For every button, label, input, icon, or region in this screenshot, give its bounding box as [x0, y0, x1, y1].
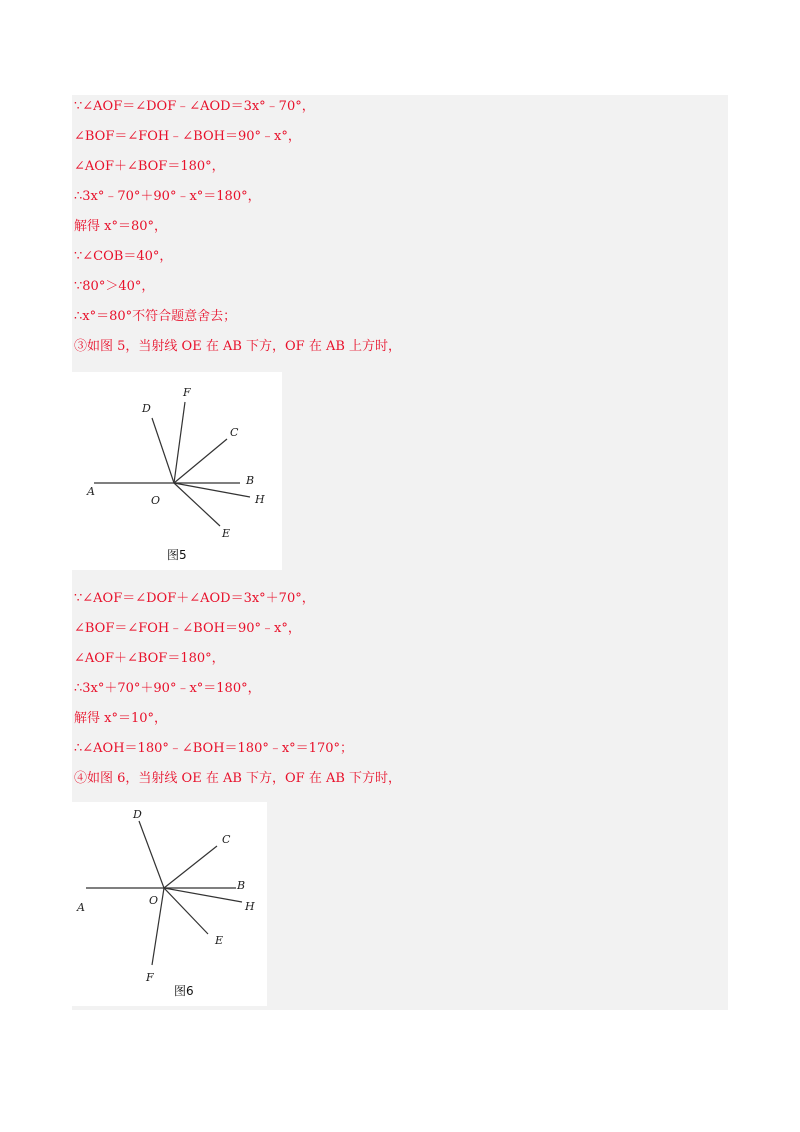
math-line: 解得 x°＝80°， — [74, 219, 168, 234]
label-D: D — [142, 402, 151, 415]
ray-OD — [139, 821, 164, 888]
ray-OC — [174, 439, 227, 483]
math-line: ∵∠AOF＝∠DOF＋∠AOD＝3x°＋70°， — [74, 591, 315, 606]
label-F: F — [146, 971, 154, 984]
math-line: ∴3x°＋70°＋90°﹣x°＝180°， — [74, 681, 261, 696]
label-F: F — [183, 386, 191, 399]
figure-6-caption: 图6 — [174, 984, 194, 998]
math-line: ∠BOF＝∠FOH﹣∠BOH＝90°﹣x°， — [74, 621, 301, 636]
label-O: O — [149, 894, 159, 907]
label-A: A — [77, 901, 85, 914]
label-H: H — [255, 493, 265, 506]
math-line: ∵∠AOF＝∠DOF﹣∠AOD＝3x°﹣70°， — [74, 99, 315, 114]
ray-OD — [152, 418, 174, 483]
label-B: B — [237, 879, 246, 892]
figure-5-caption: 图5 — [167, 548, 187, 562]
label-B: B — [246, 474, 255, 487]
math-line: ∠BOF＝∠FOH﹣∠BOH＝90°﹣x°， — [74, 129, 301, 144]
math-line: ∴∠AOH＝180°﹣∠BOH＝180°﹣x°＝170°； — [74, 741, 353, 756]
label-O: O — [151, 494, 161, 507]
figure-6 — [72, 802, 267, 1006]
case-heading: ③如图 5，当射线 OE 在 AB 下方，OF 在 AB 上方时， — [74, 339, 402, 354]
label-E: E — [222, 527, 231, 540]
label-C: C — [230, 426, 239, 439]
label-A: A — [87, 485, 95, 498]
math-line: ∵80°＞40°， — [74, 279, 155, 294]
math-line: 解得 x°＝10°， — [74, 711, 168, 726]
case-heading: ④如图 6，当射线 OE 在 AB 下方，OF 在 AB 下方时， — [74, 771, 402, 786]
math-line: ∵∠COB＝40°， — [74, 249, 173, 264]
figure-6-diagram — [72, 802, 267, 1006]
ray-OH — [174, 483, 250, 497]
math-line: ∴x°＝80°不符合题意舍去； — [74, 309, 237, 324]
math-line: ∴3x°﹣70°＋90°﹣x°＝180°， — [74, 189, 261, 204]
ray-OC — [164, 846, 217, 888]
label-C: C — [222, 833, 231, 846]
ray-OF — [174, 402, 185, 483]
label-H: H — [245, 900, 255, 913]
math-line: ∠AOF＋∠BOF＝180°， — [74, 651, 225, 666]
label-E: E — [215, 934, 224, 947]
figure-5-diagram — [72, 372, 282, 570]
label-D: D — [133, 808, 142, 821]
ray-OE — [174, 483, 220, 526]
math-line: ∠AOF＋∠BOF＝180°， — [74, 159, 225, 174]
figure-5 — [72, 372, 282, 570]
